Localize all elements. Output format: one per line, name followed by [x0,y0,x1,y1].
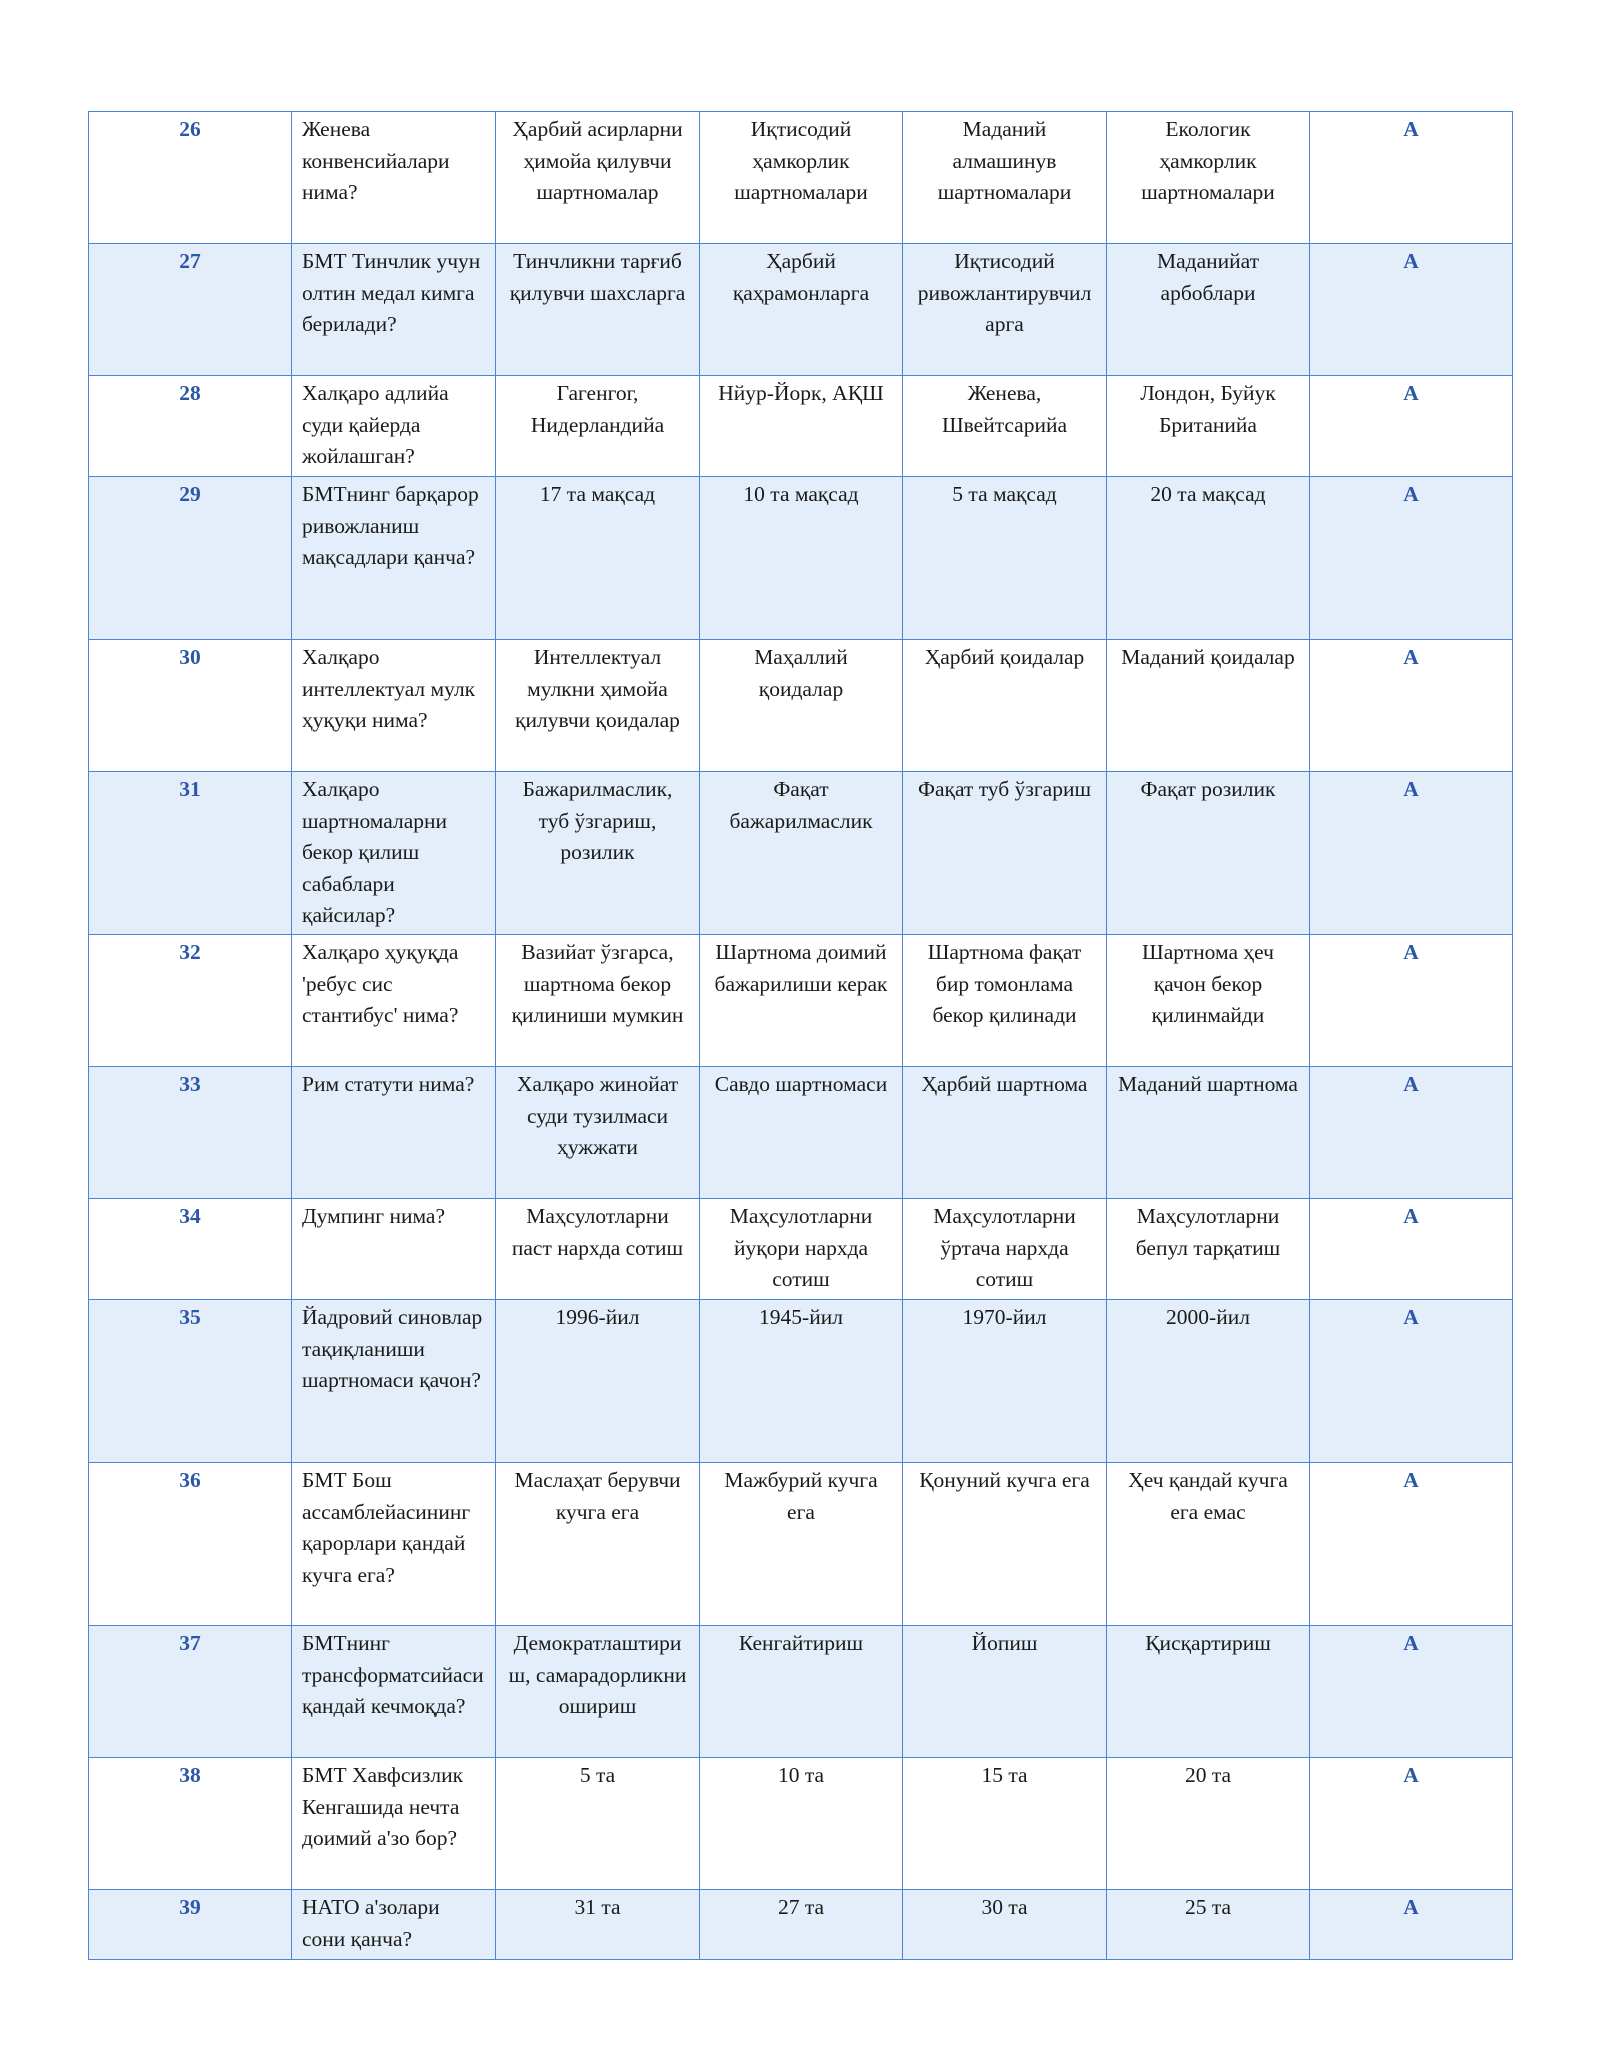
option-d: 20 та [1107,1758,1310,1890]
option-c: 15 та [903,1758,1107,1890]
option-d: 20 та мақсад [1107,477,1310,640]
option-b: 27 та [700,1890,903,1960]
option-d: Лондон, Буйук Британийа [1107,376,1310,477]
option-c: 30 та [903,1890,1107,1960]
correct-answer: A [1310,1758,1513,1890]
option-b: Мажбурий кучга ега [700,1463,903,1626]
option-c: Женева, Швейтсарийа [903,376,1107,477]
option-b: Кенгайтириш [700,1626,903,1758]
question-number: 32 [89,935,292,1067]
option-b: 10 та мақсад [700,477,903,640]
question-number: 39 [89,1890,292,1960]
option-b: Иқтисодий ҳамкорлик шартномалари [700,112,903,244]
question-number: 35 [89,1300,292,1463]
question-text: БМТ Тинчлик учун олтин медал кимга берилади? [292,244,496,376]
correct-answer: A [1310,1067,1513,1199]
option-a: Гагенгог, Нидерландийа [496,376,700,477]
option-b: 10 та [700,1758,903,1890]
option-b: Маҳаллий қоидалар [700,640,903,772]
table-row [89,935,1513,1067]
option-c: 1970-йил [903,1300,1107,1463]
correct-answer: A [1310,1199,1513,1300]
option-c: Шартнома фақат бир томонлама бекор қилинади [903,935,1107,1067]
option-c: Маданий алмашинув шартномалари [903,112,1107,244]
question-number: 36 [89,1463,292,1626]
question-number: 30 [89,640,292,772]
question-number: 37 [89,1626,292,1758]
option-c: Ҳарбий қоидалар [903,640,1107,772]
table-row [89,640,1513,772]
table-row [89,112,1513,244]
option-a: Маҳсулотларни паст нархда сотиш [496,1199,700,1300]
question-text: Думпинг нима? [292,1199,496,1300]
table-row [89,1463,1513,1626]
table-row [89,376,1513,477]
correct-answer: A [1310,1890,1513,1960]
correct-answer: A [1310,477,1513,640]
correct-answer: A [1310,935,1513,1067]
table-row [89,772,1513,935]
option-a: Ҳарбий асирларни ҳимойа қилувчи шартномалар [496,112,700,244]
question-text: Йадровий синовлар тақиқланиши шартномаси қачон? [292,1300,496,1463]
option-d: Шартнома ҳеч қачон бекор қилинмайди [1107,935,1310,1067]
option-d: Фақат розилик [1107,772,1310,935]
option-a: Маслаҳат берувчи кучга ега [496,1463,700,1626]
question-number: 29 [89,477,292,640]
question-text: Женева конвенсийалари нима? [292,112,496,244]
table-row [89,477,1513,640]
table-row [89,244,1513,376]
question-text: БМТнинг трансформатсийаси қандай кечмоқда? [292,1626,496,1758]
question-number: 38 [89,1758,292,1890]
question-text: Халқаро ҳуқуқда 'ребус сис стантибус' нима? [292,935,496,1067]
quiz-table [88,111,1513,1960]
option-b: Фақат бажарилмаслик [700,772,903,935]
table-row [89,1300,1513,1463]
option-a: 5 та [496,1758,700,1890]
question-number: 27 [89,244,292,376]
question-number: 28 [89,376,292,477]
option-c: Йопиш [903,1626,1107,1758]
option-d: 2000-йил [1107,1300,1310,1463]
question-number: 26 [89,112,292,244]
option-b: Ҳарбий қаҳрамонларга [700,244,903,376]
table-row [89,1067,1513,1199]
option-a: Вазийат ўзгарса, шартнома бекор қилиниши мумкин [496,935,700,1067]
option-a: 1996-йил [496,1300,700,1463]
option-b: Савдо шартномаси [700,1067,903,1199]
question-number: 31 [89,772,292,935]
option-c: Фақат туб ўзгариш [903,772,1107,935]
correct-answer: A [1310,640,1513,772]
option-d: Маданийат арбоблари [1107,244,1310,376]
option-c: Иқтисодий ривожлантирувчиларга [903,244,1107,376]
table-row [89,1758,1513,1890]
question-text: БМТ Хавфсизлик Кенгашида нечта доимий а'зо бор? [292,1758,496,1890]
option-a: Тинчликни тарғиб қилувчи шахсларга [496,244,700,376]
option-d: Маданий қоидалар [1107,640,1310,772]
option-d: Қисқартириш [1107,1626,1310,1758]
question-text: НАТО а'золари сони қанча? [292,1890,496,1960]
option-a: Демократлаштириш, самарадорликни ошириш [496,1626,700,1758]
question-text: БМТ Бош ассамблейасининг қарорлари қандай кучга ега? [292,1463,496,1626]
option-a: 17 та мақсад [496,477,700,640]
option-b: Маҳсулотларни йуқори нархда сотиш [700,1199,903,1300]
option-c: Ҳарбий шартнома [903,1067,1107,1199]
correct-answer: A [1310,772,1513,935]
option-b: Шартнома доимий бажарилиши керак [700,935,903,1067]
option-a: Бажарилмаслик, туб ўзгариш, розилик [496,772,700,935]
table-row [89,1890,1513,1960]
option-d: Маданий шартнома [1107,1067,1310,1199]
question-number: 34 [89,1199,292,1300]
question-text: Халқаро шартномаларни бекор қилиш сабаблари қайсилар? [292,772,496,935]
option-b: Нйур-Йорк, АҚШ [700,376,903,477]
option-a: Халқаро жинойат суди тузилмаси ҳужжати [496,1067,700,1199]
question-text: Халқаро адлийа суди қайерда жойлашган? [292,376,496,477]
option-d: 25 та [1107,1890,1310,1960]
correct-answer: A [1310,244,1513,376]
correct-answer: A [1310,112,1513,244]
correct-answer: A [1310,1463,1513,1626]
option-c: Қонуний кучга ега [903,1463,1107,1626]
table-row [89,1199,1513,1300]
option-d: Екологик ҳамкорлик шартномалари [1107,112,1310,244]
option-d: Маҳсулотларни бепул тарқатиш [1107,1199,1310,1300]
question-text: Халқаро интеллектуал мулк ҳуқуқи нима? [292,640,496,772]
correct-answer: A [1310,1300,1513,1463]
option-a: 31 та [496,1890,700,1960]
option-c: 5 та мақсад [903,477,1107,640]
option-d: Ҳеч қандай кучга ега емас [1107,1463,1310,1626]
option-b: 1945-йил [700,1300,903,1463]
option-c: Маҳсулотларни ўртача нархда сотиш [903,1199,1107,1300]
question-number: 33 [89,1067,292,1199]
table-row [89,1626,1513,1758]
correct-answer: A [1310,376,1513,477]
question-text: БМТнинг барқарор ривожланиш мақсадлари қанча? [292,477,496,640]
question-text: Рим статути нима? [292,1067,496,1199]
correct-answer: A [1310,1626,1513,1758]
option-a: Интеллектуал мулкни ҳимойа қилувчи қоидалар [496,640,700,772]
